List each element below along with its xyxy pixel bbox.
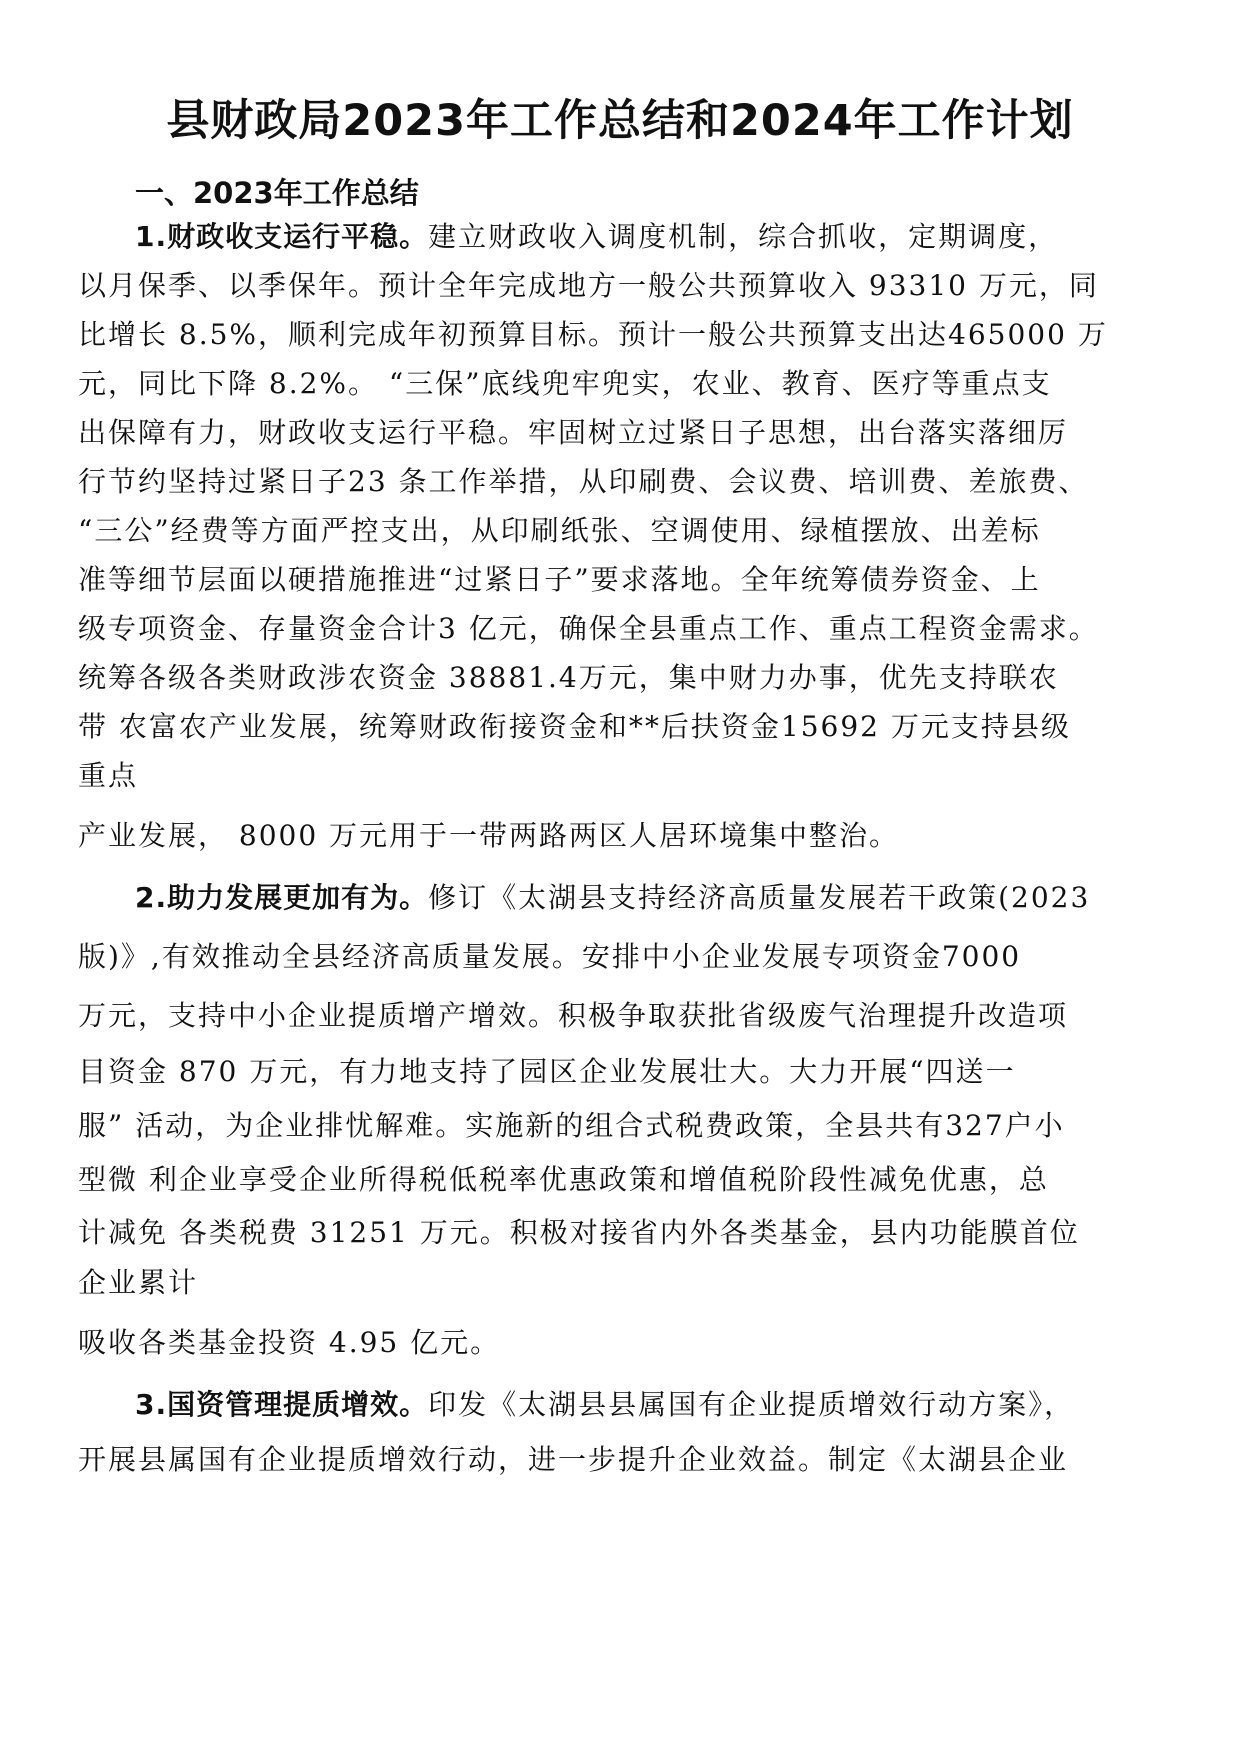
paragraph-2-text: 修订《太湖县支持经济高质量发展若干政策(2023 (428, 881, 1091, 914)
paragraph-2-line-7: 计减免 各类税费 31251 万元。积极对接省内外各类基金，县内功能膜首位 (78, 1216, 1080, 1249)
paragraph-1-line-2: 以月保季、以季保年。预计全年完成地方一般公共预算收入 93310 万元，同 (78, 269, 1099, 302)
paragraph-2-line-4: 目资金 870 万元，有力地支持了园区企业发展壮大。大力开展“四送一 (78, 1055, 1016, 1088)
paragraph-1-line-3: 比增长 8.5%，顺利完成年初预算目标。预计一般公共预算支出达465000 万 (78, 318, 1108, 351)
paragraph-3-text: 印发《太湖县县属国有企业提质增效行动方案》， (428, 1388, 1075, 1421)
paragraph-1-line-8: 准等细节层面以硬措施推进“过紧日子”要求落地。全年统筹债券资金、上 (78, 563, 1041, 596)
paragraph-3-lead: 3.国资管理提质增效。 (135, 1388, 429, 1421)
paragraph-1-line-5: 出保障有力，财政收支运行平稳。牢固树立过紧日子思想，出台落实落细厉 (78, 416, 1069, 449)
paragraph-1-line-7: “三公”经费等方面严控支出，从印刷纸张、空调使用、绿植摆放、出差标 (78, 514, 1041, 547)
paragraph-2-line-5: 服” 活动，为企业排忧解难。实施新的组合式税费政策，全县共有327户小 (78, 1109, 1065, 1142)
paragraph-2-lead: 2.助力发展更加有为。 (135, 881, 429, 914)
paragraph-2-line-8: 企业累计 (78, 1266, 199, 1299)
paragraph-1-line-9: 级专项资金、存量资金合计3 亿元，确保全县重点工作、重点工程资金需求。 (78, 612, 1099, 645)
paragraph-1-line-4: 元，同比下降 8.2%。 “三保”底线兜牢兜实，农业、教育、医疗等重点支 (78, 367, 1052, 400)
paragraph-2-line-9: 吸收各类基金投资 4.95 亿元。 (78, 1326, 501, 1359)
document-title: 县财政局2023年工作总结和2024年工作计划 (166, 96, 1074, 146)
paragraph-1-line-10: 统筹各级各类财政涉农资金 38881.4万元，集中财力办事，优先支持联农 (78, 661, 1059, 694)
paragraph-2-line-3: 万元，支持中小企业提质增产增效。积极争取获批省级废气治理提升改造项 (78, 999, 1069, 1032)
paragraph-2-line-2: 版)》,有效推动全县经济高质量发展。安排中小企业发展专项资金7000 (78, 940, 1022, 973)
paragraph-1-line-13: 产业发展， 8000 万元用于一带两路两区人居环境集中整治。 (78, 819, 900, 852)
paragraph-1-lead: 1.财政收支运行平稳。 (135, 220, 429, 253)
paragraph-3-line-1 (135, 1385, 1074, 1425)
paragraph-2-line-1 (135, 878, 1090, 918)
paragraph-1-line-6: 行节约坚持过紧日子23 条工作举措，从印刷费、会议费、培训费、差旅费、 (78, 465, 1089, 498)
paragraph-1-text: 建立财政收入调度机制，综合抓收，定期调度， (428, 220, 1059, 253)
paragraph-3-line-2: 开展县属国有企业提质增效行动，进一步提升企业效益。制定《太湖县企业 (78, 1443, 1069, 1476)
paragraph-1-line-12: 重点 (78, 759, 139, 792)
paragraph-1-line-1 (135, 217, 1058, 257)
paragraph-2-line-6: 型微 利企业享受企业所得税低税率优惠政策和增值税阶段性减免优惠，总 (78, 1163, 1049, 1196)
section-heading: 一、2023年工作总结 (135, 176, 419, 210)
paragraph-1-line-11: 带 农富农产业发展，统筹财政衔接资金和**后扶资金15692 万元支持县级 (78, 710, 1071, 743)
